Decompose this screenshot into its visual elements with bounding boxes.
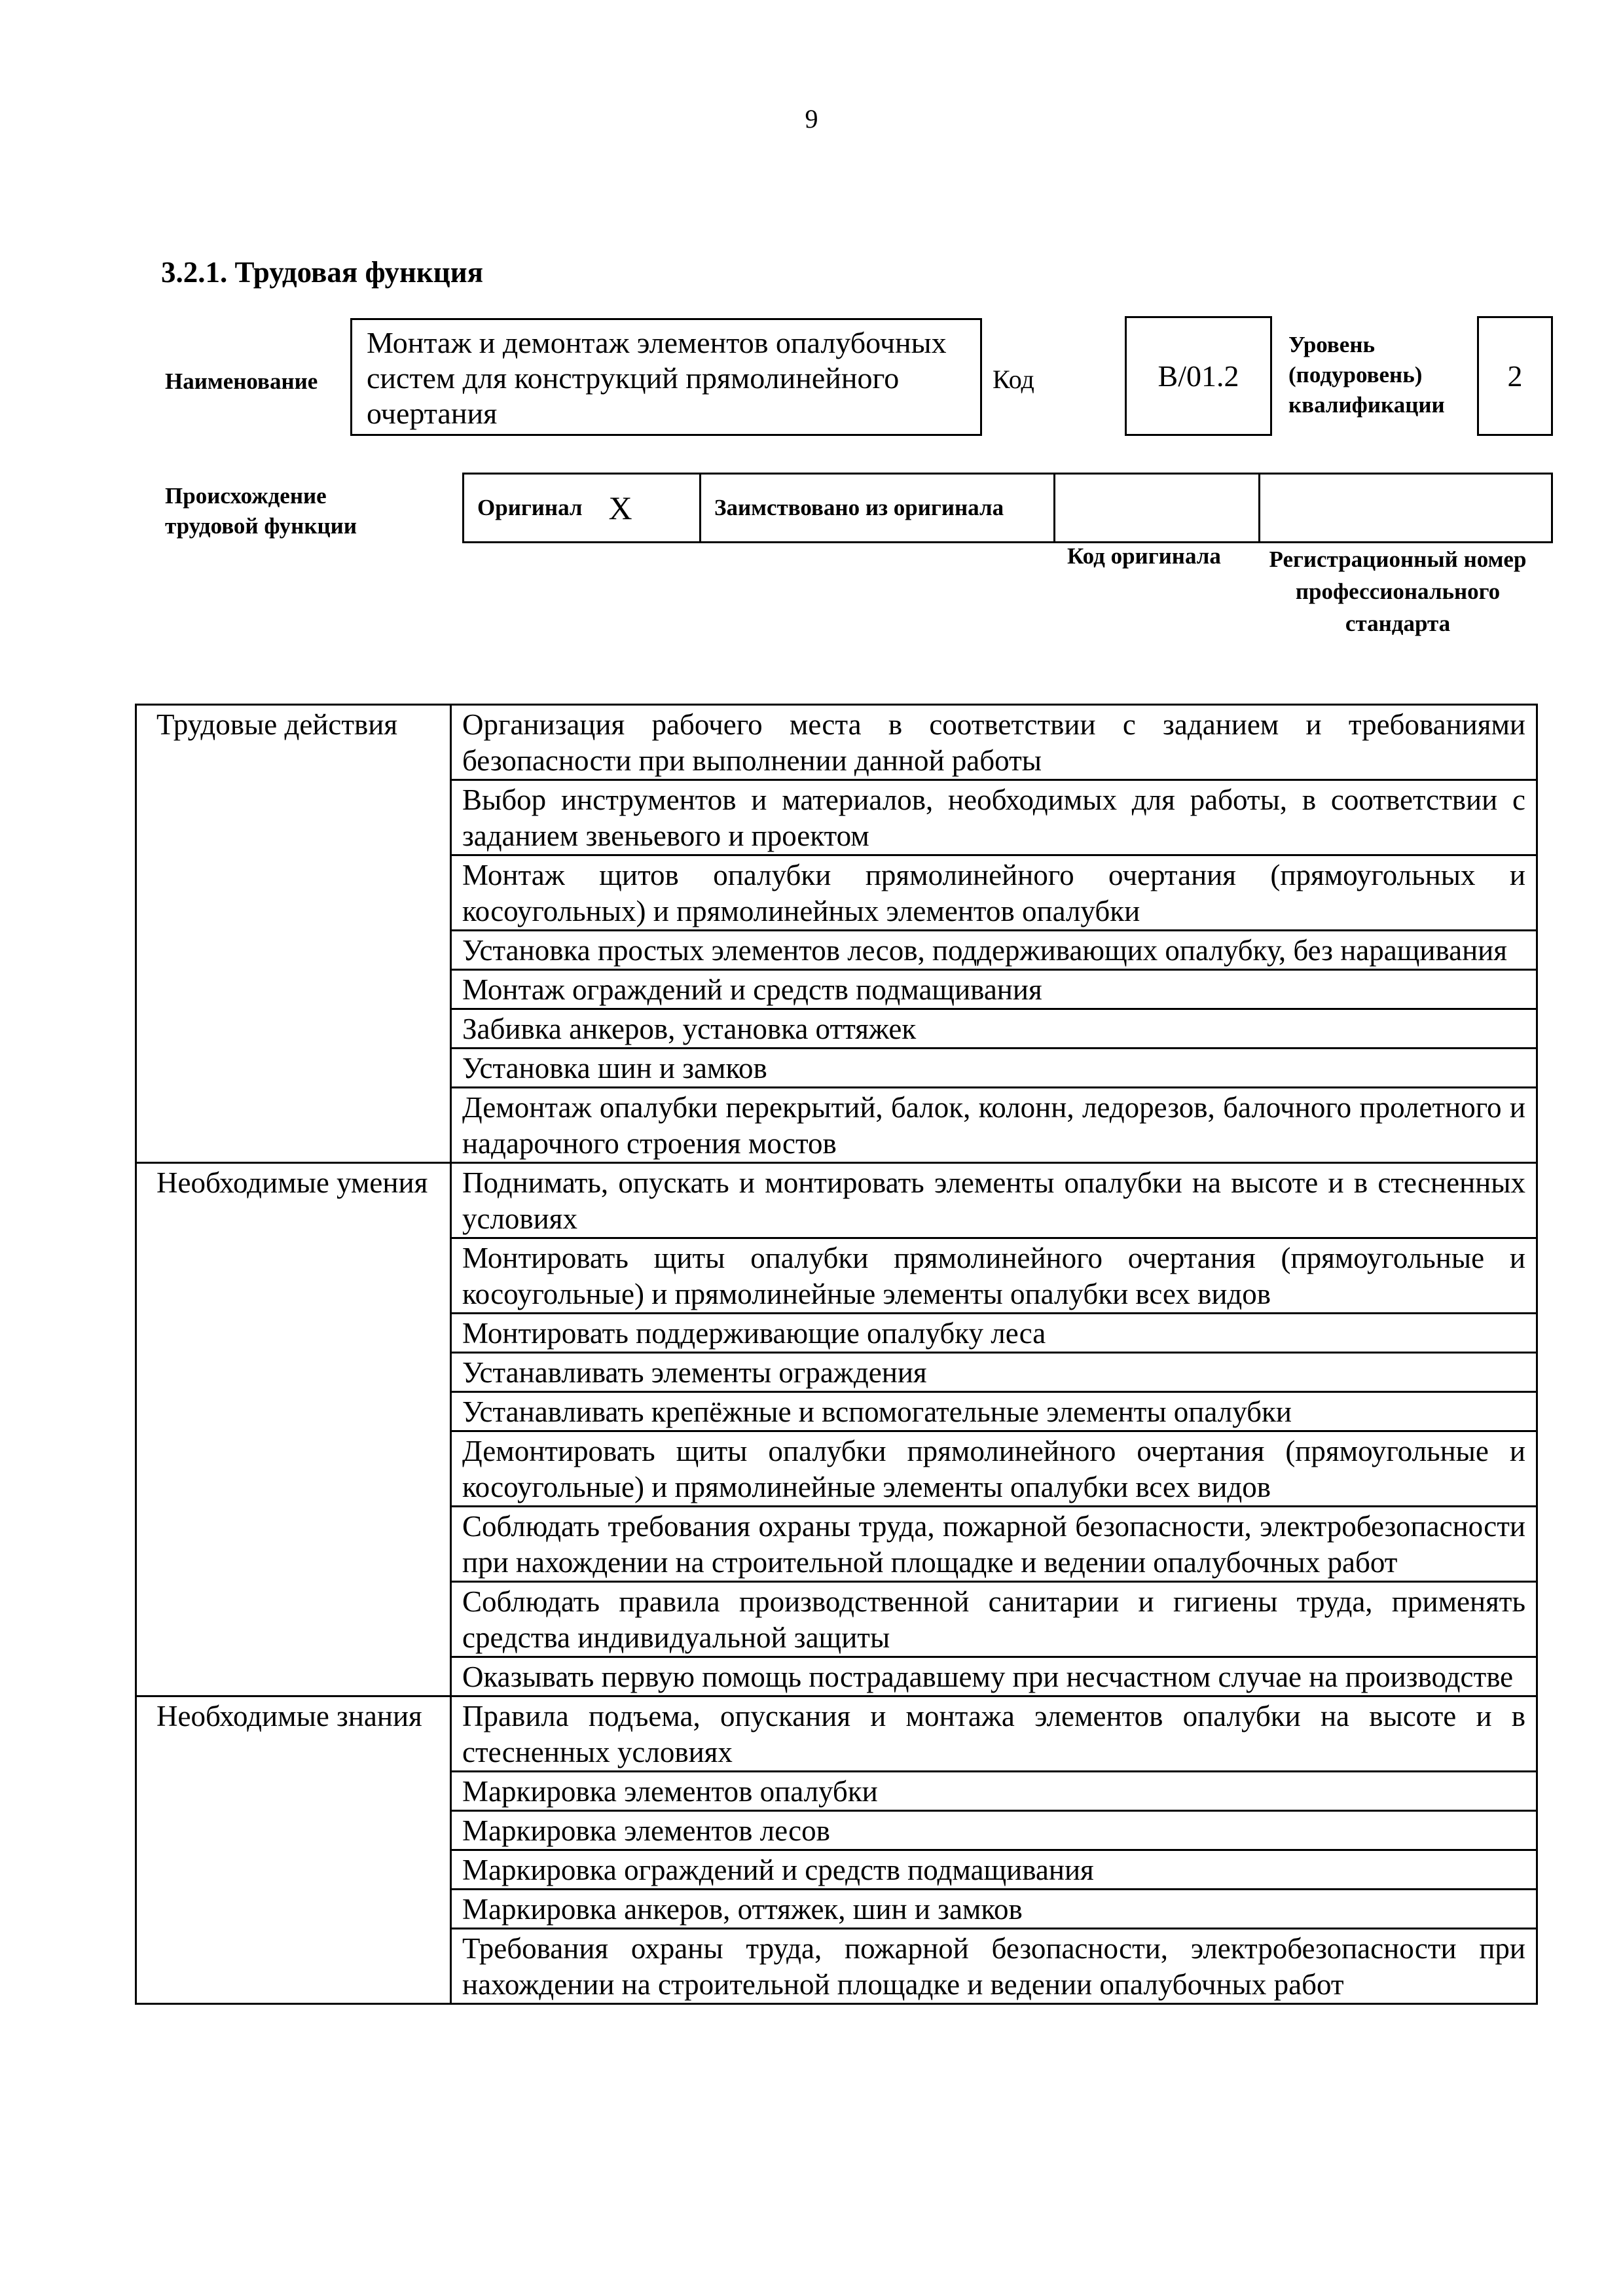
category-cell: Трудовые действия — [136, 705, 451, 1163]
item-cell: Маркировка элементов опалубки — [451, 1772, 1537, 1811]
item-cell: Устанавливать элементы ограждения — [451, 1353, 1537, 1392]
item-cell: Установка шин и замков — [451, 1049, 1537, 1088]
item-cell: Устанавливать крепёжные и вспомогательные элементы опалубки — [451, 1392, 1537, 1431]
table-row — [136, 705, 1537, 780]
code-value-box — [1125, 316, 1272, 436]
original-cell — [464, 475, 701, 541]
original-mark: X — [608, 490, 632, 526]
level-label-text: Уровень (подуровень) квалификации — [1288, 332, 1445, 418]
borrowed-cell — [701, 475, 1055, 541]
name-label: Наименование — [165, 368, 318, 394]
table-row — [136, 1696, 1537, 1772]
item-cell: Требования охраны труда, пожарной безопасности, электробезопасности при нахождении на строительной площадке и ведении опалубочных работ — [451, 1929, 1537, 2004]
item-cell: Монтаж ограждений и средств подмащивания — [451, 970, 1537, 1009]
item-cell: Выбор инструментов и материалов, необходимых для работы, в соответствии с заданием звеньевого и проектом — [451, 780, 1537, 855]
item-cell: Маркировка ограждений и средств подмащивания — [451, 1850, 1537, 1890]
code-value: B/01.2 — [1158, 359, 1239, 393]
item-cell: Монтировать щиты опалубки прямолинейного очертания (прямоугольные и косоугольные) и прямолинейные элементы опалубки всех видов — [451, 1238, 1537, 1314]
origin-row — [462, 473, 1553, 543]
item-cell: Соблюдать правила производственной санитарии и гигиены труда, применять средства индивидуальной защиты — [451, 1582, 1537, 1657]
original-label: Оригинал — [477, 495, 583, 520]
item-cell: Монтаж щитов опалубки прямолинейного очертания (прямоугольных и косоугольных) и прямолинейных элементов опалубки — [451, 855, 1537, 931]
level-value-box — [1477, 316, 1553, 436]
reg-number-label: Регистрационный номер профессионального стандарта — [1269, 547, 1527, 636]
origin-label-text: Происхождение трудовой функции — [165, 483, 357, 539]
borrowed-label: Заимствовано из оригинала — [714, 495, 1004, 520]
name-value: Монтаж и демонтаж элементов опалубочных систем для конструкций прямолинейного очертания — [367, 326, 947, 430]
category-cell: Необходимые умения — [136, 1163, 451, 1696]
category-cell: Необходимые знания — [136, 1696, 451, 2004]
item-cell: Организация рабочего места в соответствии с заданием и требованиями безопасности при выполнении данной работы — [451, 705, 1537, 780]
section-title: 3.2.1. Трудовая функция — [161, 256, 484, 289]
item-cell: Установка простых элементов лесов, поддерживающих опалубку, без наращивания — [451, 931, 1537, 970]
page-number: 9 — [805, 104, 818, 134]
level-value: 2 — [1507, 359, 1523, 393]
item-cell: Маркировка элементов лесов — [451, 1811, 1537, 1850]
code-original-label: Код оригинала — [1067, 543, 1221, 569]
item-cell: Маркировка анкеров, оттяжек, шин и замков — [451, 1890, 1537, 1929]
item-cell: Соблюдать требования охраны труда, пожарной безопасности, электробезопасности при нахождении на строительной площадке и ведении опалубочных работ — [451, 1507, 1537, 1582]
item-cell: Монтировать поддерживающие опалубку леса — [451, 1314, 1537, 1353]
item-cell: Демонтаж опалубки перекрытий, балок, колонн, ледорезов, балочного пролетного и надарочного строения мостов — [451, 1088, 1537, 1163]
item-cell: Демонтировать щиты опалубки прямолинейного очертания (прямоугольные и косоугольные) и прямолинейные элементы опалубки всех видов — [451, 1431, 1537, 1507]
item-cell: Правила подъема, опускания и монтажа элементов опалубки на высоте и в стесненных условиях — [451, 1696, 1537, 1772]
labor-function-table — [135, 704, 1538, 2005]
item-cell: Забивка анкеров, установка оттяжек — [451, 1009, 1537, 1049]
reg-number-cell — [1260, 475, 1551, 541]
code-original-cell — [1055, 475, 1260, 541]
item-cell: Оказывать первую помощь пострадавшему при несчастном случае на производстве — [451, 1657, 1537, 1696]
item-cell: Поднимать, опускать и монтировать элементы опалубки на высоте и в стесненных условиях — [451, 1163, 1537, 1238]
level-label — [1288, 330, 1465, 420]
origin-label — [165, 481, 420, 541]
name-value-box — [350, 318, 982, 436]
table-row — [136, 1163, 1537, 1238]
code-label: Код — [993, 365, 1034, 394]
